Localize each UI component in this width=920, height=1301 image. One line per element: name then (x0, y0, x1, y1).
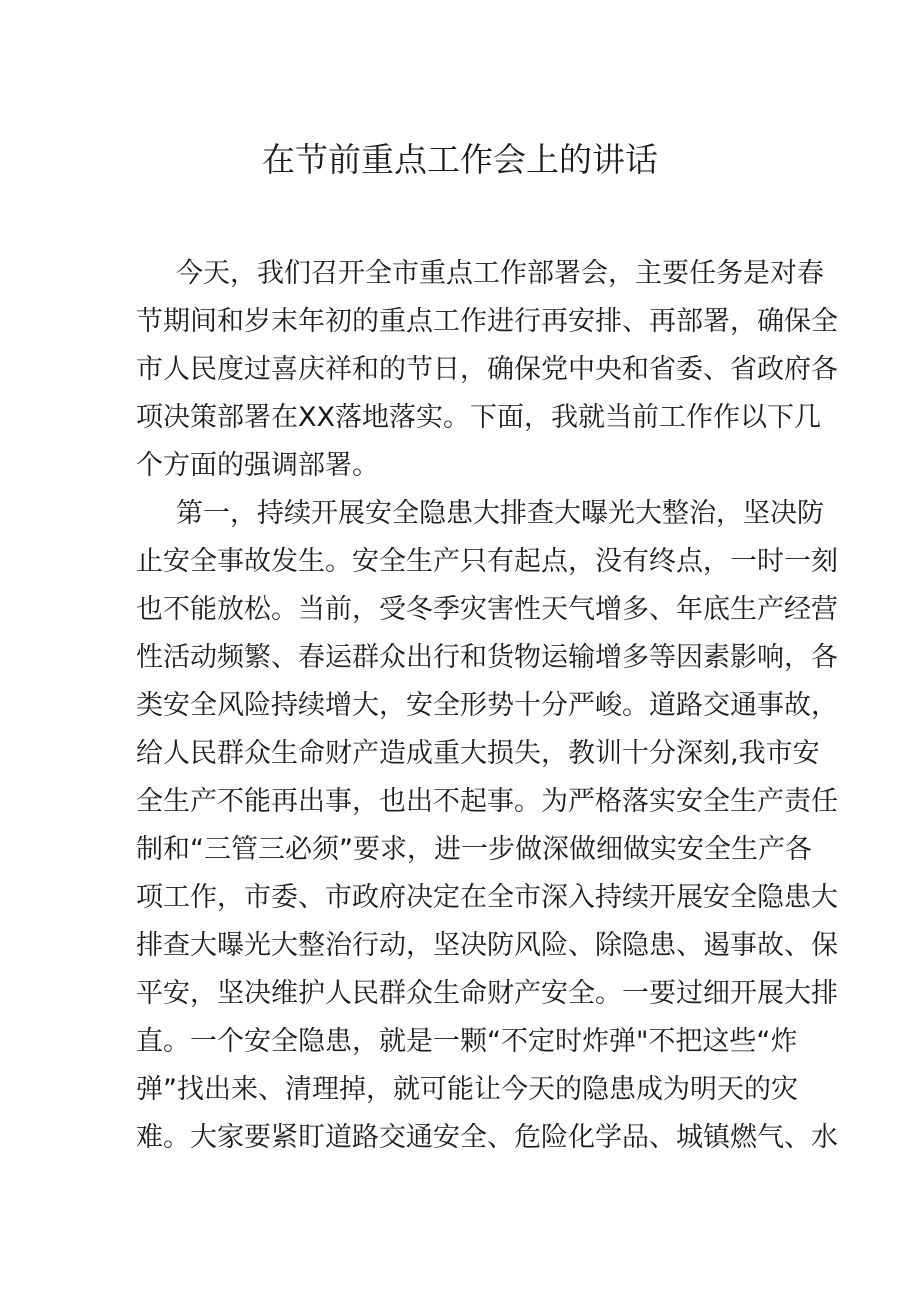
text-line: 第一，持续开展安全隐患大排查大曝光大整治，坚决防 (176, 498, 824, 529)
text-line: 弹”找出来、清理掉，就可能让今天的隐患成为明天的灾 (136, 1074, 798, 1105)
text-line: 类安全风险持续增大，安全形势十分严峻。道路交通事故， (136, 690, 838, 721)
text-line: 性活动频繁、春运群众出行和货物运输增多等因素影响，各 (136, 642, 838, 673)
text-line: 项决策部署在XX落地落实。下面，我就当前工作作以下几 (136, 402, 821, 433)
text-line: 排查大曝光大整治行动，坚决防风险、除隐患、遏事故、保 (136, 930, 838, 961)
text-line: 止安全事故发生。安全生产只有起点，没有终点，一时一刻 (136, 546, 838, 577)
document-title: 在节前重点工作会上的讲话 (262, 140, 658, 179)
document-body (136, 250, 838, 1162)
text-line: 也不能放松。当前，受冬季灾害性天气增多、年底生产经营 (136, 594, 838, 625)
text-line: 节期间和岁末年初的重点工作进行再安排、再部署，确保全 (136, 306, 838, 337)
paragraph-intro (136, 250, 838, 490)
text-line: 给人民群众生命财产造成重大损失，教训十分深刻,我市安 (136, 738, 820, 769)
text-line: 全生产不能再出事，也出不起事。为严格落实安全生产责任 (136, 786, 838, 817)
text-line: 难。大家要紧盯道路交通安全、危险化学品、城镇燃气、水 (136, 1122, 838, 1153)
text-line: 个方面的强调部署。 (136, 450, 379, 481)
text-line: 平安，坚决维护人民群众生命财产安全。一要过细开展大排 (136, 978, 838, 1009)
text-line: 直。一个安全隐患，就是一颗“不定时炸弹"不把这些“炸 (136, 1026, 798, 1057)
text-line: 制和“三管三必须”要求，进一步做深做细做实安全生产各 (136, 834, 812, 865)
text-line: 今天，我们召开全市重点工作部署会，主要任务是对春 (176, 258, 824, 289)
text-line: 市人民度过喜庆祥和的节日，确保党中央和省委、省政府各 (136, 354, 838, 385)
text-line: 项工作，市委、市政府决定在全市深入持续开展安全隐患大 (136, 882, 838, 913)
paragraph-first-point (136, 490, 838, 1162)
